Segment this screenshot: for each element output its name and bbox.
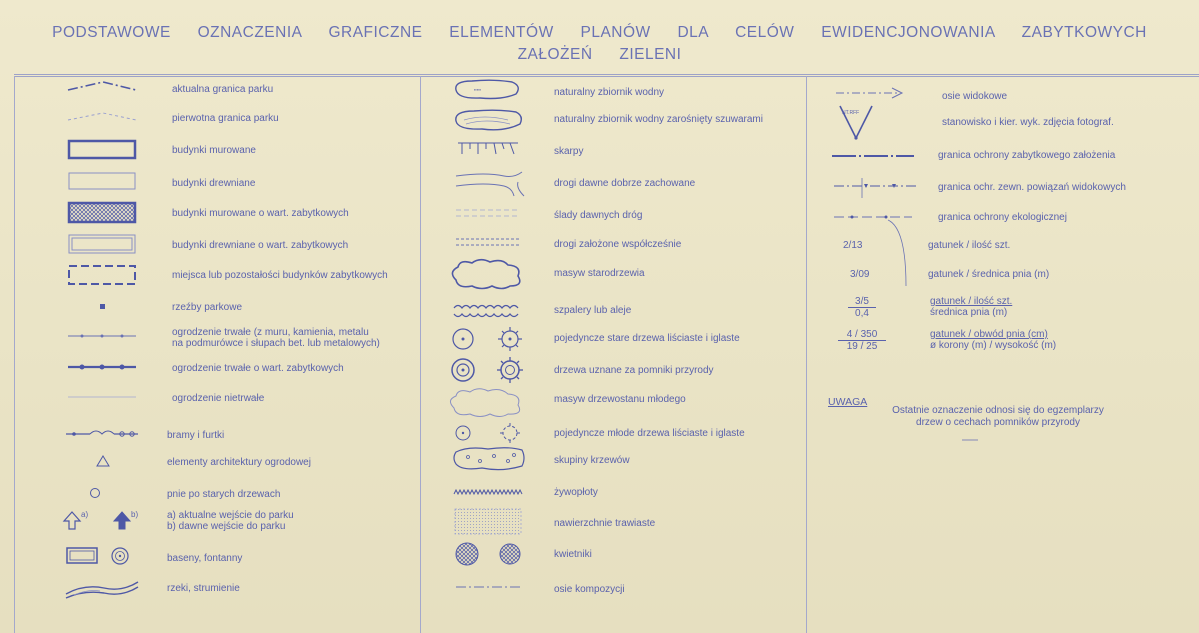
fraction-denominator: 19 / 25	[846, 341, 878, 352]
legend-label: masyw starodrzewia	[554, 268, 645, 279]
species-circumference-code	[838, 329, 886, 352]
legend-label: pnie po starych drzewach	[167, 489, 281, 500]
masonry-building-icon	[68, 140, 138, 160]
park-sculpture-icon	[98, 302, 108, 312]
single-old-trees-icon	[450, 326, 530, 352]
temporary-fence-icon	[68, 394, 138, 400]
column-divider-left	[14, 76, 15, 633]
old-preserved-roads-icon	[456, 168, 526, 198]
entrance-a-marker: a)	[81, 510, 89, 519]
historic-building-remains-icon	[68, 265, 138, 287]
legend-label: ogrodzenie nietrwałe	[172, 393, 265, 404]
page-title	[0, 22, 1199, 66]
legend-label: nawierzchnie trawiaste	[554, 518, 656, 529]
legend-label: granica ochrony ekologicznej	[938, 212, 1067, 223]
legend-label: skupiny krzewów	[554, 455, 630, 466]
legend-label: granica ochr. zewn. powiązań widokowych	[938, 182, 1126, 193]
legend-label: drzewa uznane za pomniki przyrody	[554, 365, 714, 376]
note-dash	[962, 438, 982, 442]
legend-label: ogrodzenie trwałe (z muru, kamienia, metalu	[172, 327, 369, 338]
garden-architecture-icon	[96, 454, 110, 468]
note-text: Ostatnie oznaczenie odnosi się do egzemplarzy drzew o cechach pomników przyrody	[892, 405, 1104, 428]
legend-label-line2: ø korony (m) / wysokość (m)	[930, 340, 1057, 351]
entrance-b-marker: b)	[131, 510, 139, 519]
legend-label: drogi dawne dobrze zachowane	[554, 178, 696, 189]
legend-label: gatunek / ilość szt.	[930, 296, 1013, 307]
species-count-diameter-code	[848, 296, 876, 319]
escarpments-icon	[456, 140, 520, 162]
historic-permanent-fence-icon	[68, 362, 138, 372]
legend-label: osie widokowe	[942, 91, 1008, 102]
natural-water-body-icon	[450, 78, 524, 102]
header-divider-2	[14, 76, 1199, 77]
fraction-numerator: 3/5	[848, 296, 876, 308]
old-road-traces-icon	[456, 206, 522, 218]
old-growth-mass-icon	[448, 258, 524, 290]
legend-label: budynki drewniane o wart. zabytkowych	[172, 240, 349, 251]
legend-label: rzeki, strumienie	[167, 583, 240, 594]
view-axes-icon	[836, 87, 906, 99]
title-line-1: PODSTAWOWE OZNACZENIA GRAFICZNE ELEMENTÓW PLANÓW DLA CELÓW EWIDENCJONOWANIA ZABYTKOWYCH	[52, 24, 1147, 41]
legend-label: drogi założone współcześnie	[554, 239, 682, 250]
modern-roads-icon	[456, 236, 522, 248]
legend-label: żywopłoty	[554, 487, 598, 498]
permanent-fence-icon	[68, 331, 138, 341]
original-park-boundary-icon	[68, 110, 138, 124]
legend-label: a) aktualne wejście do parku	[167, 510, 294, 521]
grass-surfaces-icon	[454, 508, 524, 536]
legend-label: gatunek / obwód pnia (cm)	[930, 329, 1048, 340]
gates-icon	[66, 428, 140, 440]
legend-label: budynki murowane o wart. zabytkowych	[172, 208, 349, 219]
pools-fountains-icon	[66, 545, 136, 567]
historic-masonry-building-icon	[68, 202, 138, 224]
note-heading: UWAGA	[828, 396, 868, 408]
flower-beds-icon	[454, 540, 534, 568]
young-stand-mass-icon	[446, 386, 526, 418]
single-young-trees-icon	[452, 422, 528, 444]
legend-label: pierwotna granica parku	[172, 113, 279, 124]
current-park-boundary-icon	[68, 80, 138, 94]
legend-label: kwietniki	[554, 549, 592, 560]
legend-label: aktualna granica parku	[172, 84, 274, 95]
column-divider-1	[420, 76, 421, 633]
legend-label: rzeźby parkowe	[172, 302, 243, 313]
former-entrance-arrow-icon	[112, 510, 132, 530]
shrub-groups-icon	[452, 446, 528, 472]
legend-label: naturalny zbiornik wodny zarośnięty szuwarami	[554, 114, 763, 125]
title-line-2: ZAŁOŻEŃ ZIELENI	[517, 46, 682, 63]
legend-label: pojedyncze młode drzewa liściaste i iglaste	[554, 428, 745, 439]
legend-label: szpalery lub aleje	[554, 305, 632, 316]
fraction-denominator: 0,4	[855, 308, 869, 319]
legend-label-line2: średnica pnia (m)	[930, 307, 1008, 318]
legend-label: budynki murowane	[172, 145, 256, 156]
historic-wooden-building-icon	[68, 234, 138, 256]
legend-label: miejsca lub pozostałości budynków zabytkowych	[172, 270, 388, 281]
overgrown-water-body-icon	[452, 108, 526, 132]
legend-label: ogrodzenie trwałe o wart. zabytkowych	[172, 363, 344, 374]
legend-label: pojedyncze stare drzewa liściaste i iglaste	[554, 333, 740, 344]
svg-text:▪▪▪▪▪: ▪▪▪▪▪	[474, 87, 482, 92]
legend-label: gatunek / ilość szt.	[928, 240, 1011, 251]
legend-label: bramy i furtki	[167, 430, 225, 441]
species-diameter-code: 3/09	[850, 269, 870, 280]
legend-label-line2: na podmurówce i słupach bet. lub metalowych)	[172, 338, 380, 349]
legend-label: naturalny zbiornik wodny	[554, 87, 665, 98]
legend-label: elementy architektury ogrodowej	[167, 457, 311, 468]
hedges-icon	[454, 488, 524, 498]
rivers-streams-icon	[64, 578, 140, 602]
legend-label-line2: b) dawne wejście do parku	[167, 521, 286, 532]
heritage-protection-boundary-icon	[832, 152, 916, 160]
current-entrance-arrow-icon	[62, 510, 82, 530]
legend-label: skarpy	[554, 146, 584, 157]
header-divider	[14, 74, 1199, 75]
fraction-numerator: 4 / 350	[838, 329, 886, 341]
legend-label: stanowisko i kier. wyk. zdjęcia fotograf.	[942, 117, 1114, 128]
legend-label: granica ochrony zabytkowego założenia	[938, 150, 1116, 161]
legend-label: gatunek / średnica pnia (m)	[928, 269, 1050, 280]
nature-monument-trees-icon	[450, 356, 530, 384]
wooden-building-icon	[68, 172, 138, 192]
view-protection-boundary-icon	[834, 176, 920, 200]
composition-axes-icon	[456, 584, 522, 590]
old-tree-stump-icon	[88, 486, 102, 500]
legend-label: osie kompozycji	[554, 584, 625, 595]
species-count-code: 2/13	[843, 240, 863, 251]
legend-label: baseny, fontanny	[167, 553, 243, 564]
photo-position-code: NT.RFF	[842, 110, 860, 116]
column-divider-2	[806, 76, 807, 633]
legend-label: budynki drewniane	[172, 178, 256, 189]
legend-label: masyw drzewostanu młodego	[554, 394, 686, 405]
legend-label: ślady dawnych dróg	[554, 210, 643, 221]
tree-rows-alleys-icon	[452, 302, 522, 320]
